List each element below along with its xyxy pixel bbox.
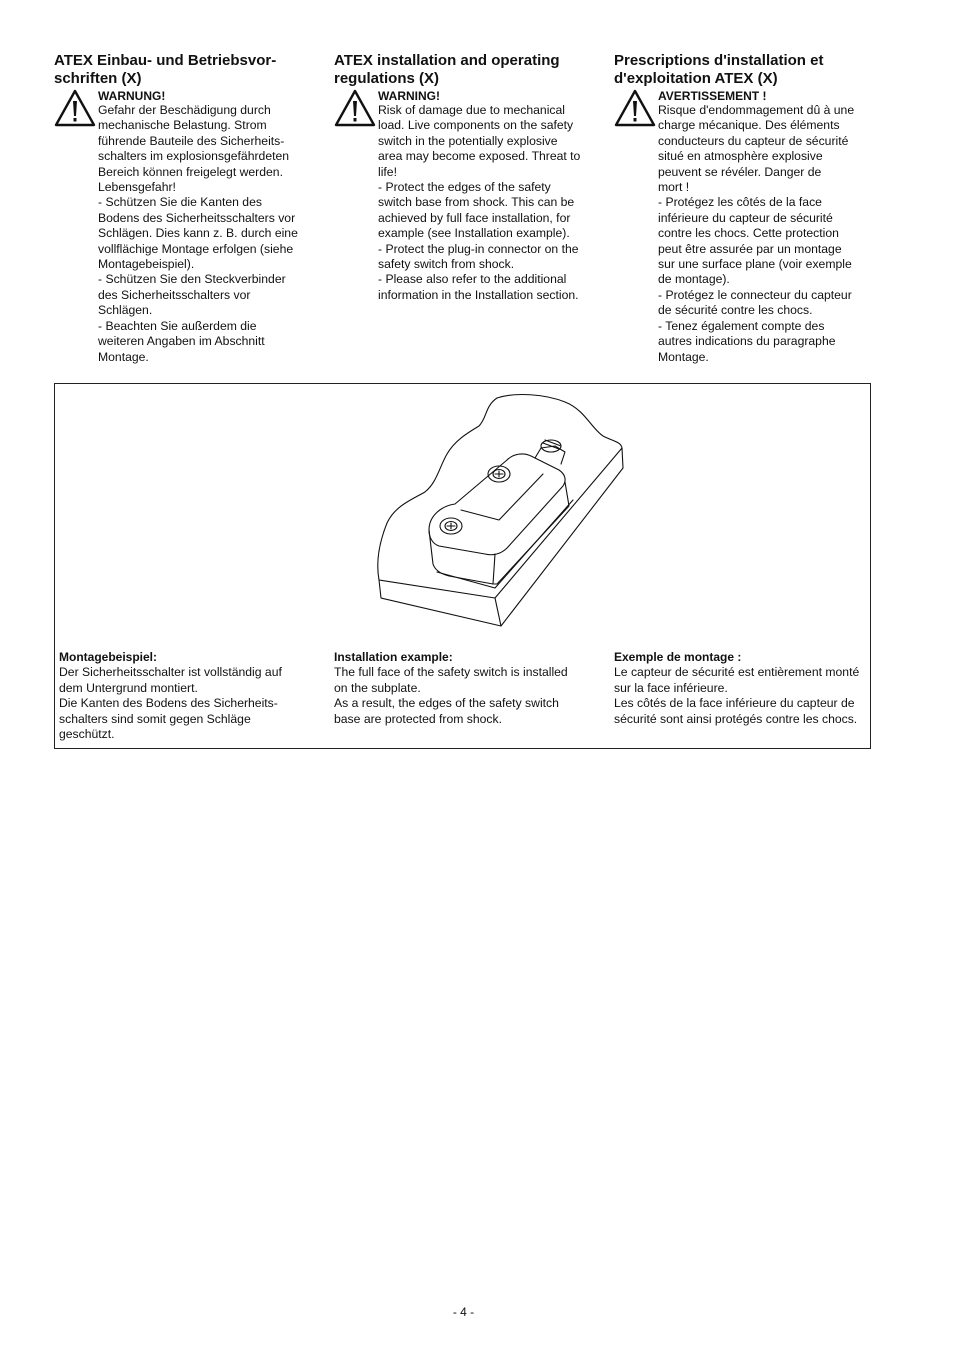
warning-text-fr: Risque d'endommagement dû à une charge mécanique. Des éléments conducteurs du capteur de sécurité situé en atmosphère explosive peuvent se révéler. Danger de mort ! - Protégez les côtés de la face inférieure du capteur de sécurité contre les chocs. Cette protection peut être assurée par un montage sur une surface plane (voir exemple de montage). - Protégez le connecteur du capteur de sécurité contre les chocs. - Tenez également compte des autres indications du paragraphe Montage.	[658, 103, 855, 364]
section-fr	[614, 52, 876, 365]
warning-text-en: Risk of damage due to mechanical load. Live components on the safety switch in the potentially explosive area may become exposed. Threat to life! - Protect the edges of the safety switch base from shock. This can be achieved by full face installation, for example (see Installation example). - Protect the plug-in connector on the safety switch from shock. - Please also refer to the additional information in the Installation section.	[378, 103, 581, 302]
warning-title-fr: AVERTISSEMENT !	[658, 89, 767, 103]
example-text-fr: Le capteur de sécurité est entièrement monté sur la face inférieure. Les côtés de la face inférieure du capteur de sécurité sont ainsi protégés contre les chocs.	[614, 665, 860, 726]
warning-title-de: WARNUNG!	[98, 89, 166, 103]
warning-title-en: WARNING!	[378, 89, 440, 103]
warning-text-de: Gefahr der Beschädigung durch mechanische Belastung. Strom führende Bauteile des Sicherheits- schalters im explosionsgefährdeten Bereich können freigelegt werden. Lebensgefahr! - Schützen Sie die Kanten des Bodens des Sicherheitsschalters vor Schlägen. Dies kann z. B. durch eine vollflächige Montage erfolgen (siehe Montagebeispiel). - Schützen Sie den Steckverbinder des Sicherheitsschalters vor Schlägen. - Beachten Sie außerdem die weiteren Angaben im Abschnitt Montage.	[98, 103, 298, 364]
example-text-de: Der Sicherheitsschalter ist vollständig auf dem Untergrund montiert. Die Kanten des Bodens des Sicherheits- schalters sind somit gegen Schläge geschützt.	[59, 665, 282, 742]
page-number: - 4 -	[452, 1305, 475, 1319]
section-heading-de: ATEX Einbau- und Betriebsvor- schriften (X)	[54, 52, 277, 87]
section-heading-en: ATEX installation and operating regulations (X)	[334, 52, 560, 87]
warning-block-fr	[614, 89, 876, 365]
warning-block-en	[334, 89, 596, 303]
safety-switch-mounted-illustration	[375, 388, 635, 628]
example-title-fr: Exemple de montage :	[614, 650, 742, 664]
warning-triangle-icon	[54, 89, 96, 127]
installation-example-box	[54, 383, 871, 749]
example-title-en: Installation example:	[334, 650, 453, 664]
warning-triangle-icon	[334, 89, 376, 127]
example-fr	[614, 650, 876, 727]
section-en	[334, 52, 596, 303]
example-text-en: The full face of the safety switch is installed on the subplate. As a result, the edges of the safety switch base are protected from shock.	[334, 665, 568, 726]
example-de	[59, 650, 321, 742]
example-title-de: Montagebeispiel:	[59, 650, 158, 664]
section-heading-fr: Prescriptions d'installation et d'exploitation ATEX (X)	[614, 52, 824, 87]
warning-triangle-icon	[614, 89, 656, 127]
example-en	[334, 650, 596, 727]
section-de	[54, 52, 316, 365]
warning-block-de	[54, 89, 316, 365]
